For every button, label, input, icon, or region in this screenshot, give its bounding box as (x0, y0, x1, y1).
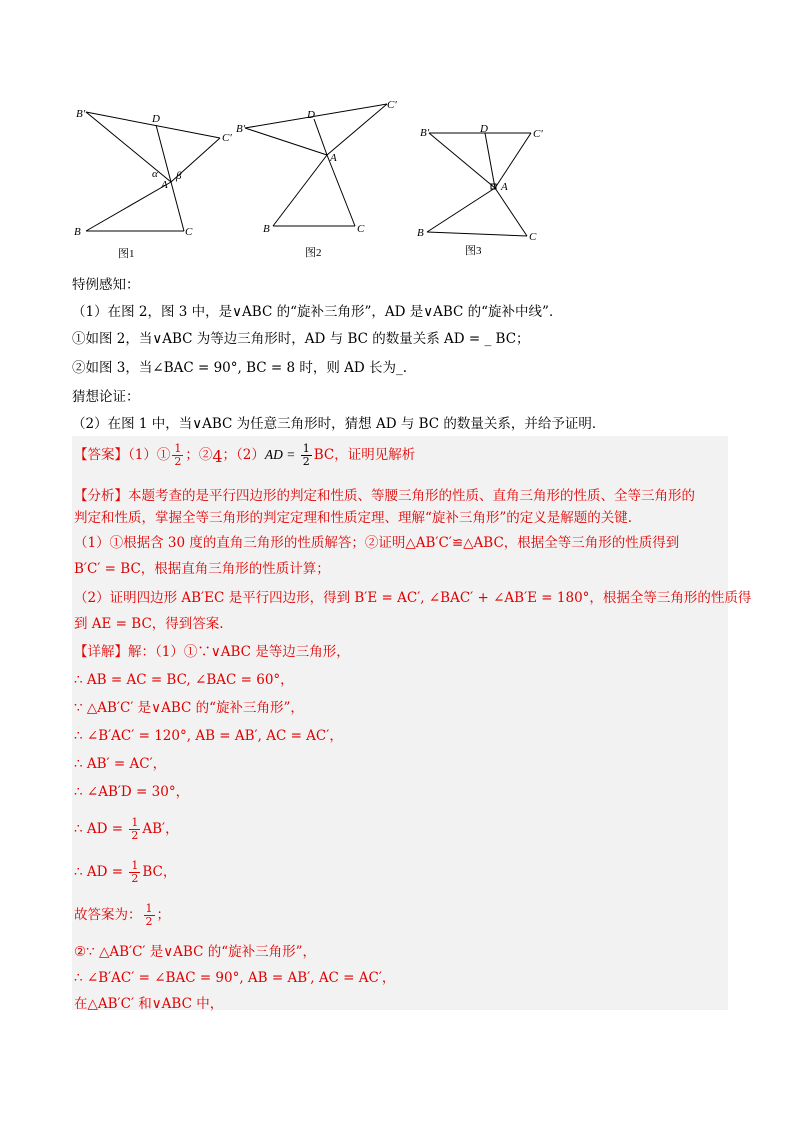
svg-text:C: C (185, 226, 193, 238)
fraction-numerator: 1 (131, 859, 139, 872)
svg-text:A: A (501, 181, 508, 193)
answer-fraction-2 (301, 443, 312, 468)
answer-line (74, 443, 415, 468)
detail-line-8 (74, 860, 176, 885)
fraction-numerator: 1 (131, 816, 139, 829)
svg-text:C′: C′ (533, 128, 543, 140)
detail-9-fraction (144, 903, 155, 928)
fraction-denominator: 2 (131, 872, 139, 885)
answer-part2: ；② (185, 447, 213, 463)
svg-text:C′: C′ (387, 99, 397, 111)
svg-text:C: C (357, 223, 365, 235)
detail-line-11: ∴ ∠B′AC′ = ∠BAC = 90°, AB = AB′, AC = AC′， (74, 970, 396, 986)
guess-heading: 猜想论证： (72, 389, 140, 405)
intro-heading: 特例感知： (72, 277, 140, 293)
svg-text:B: B (74, 226, 81, 238)
svg-text:B: B (263, 223, 270, 235)
svg-text:B: B (417, 227, 424, 239)
analysis-line-4a: （2）证明四边形 AB′EC 是平行四边形，得到 B′E = AC′, ∠BAC′ + ∠AB′E = 180°，根据全等三角形的性质得 (74, 590, 752, 606)
fraction-denominator: 2 (302, 455, 310, 468)
detail-line-2: ∴ AB = AC = BC, ∠BAC = 60°， (74, 672, 294, 688)
fraction-numerator: 1 (174, 442, 182, 455)
svg-text:B′: B′ (236, 123, 246, 135)
question-1a: ①如图 2，当∨ABC 为等边三角形时，AD 与 BC 的数量关系 AD = _ BC； (72, 331, 530, 347)
detail-line-12: 在△AB′C′ 和∨ABC 中， (74, 996, 224, 1012)
svg-text:C: C (529, 231, 537, 243)
svg-text:B′: B′ (76, 108, 86, 120)
fraction-denominator: 2 (131, 829, 139, 842)
svg-text:B′: B′ (420, 127, 430, 139)
detail-8-fraction (129, 860, 140, 885)
figure-1-diagram (72, 95, 242, 245)
detail-7-prefix: ∴ AD = (74, 821, 128, 837)
detail-line-3: ∵ △AB′C′ 是∨ABC 的“旋补三角形”， (74, 700, 304, 716)
analysis-line-4b: 到 AE = BC，得到答案. (74, 616, 224, 632)
detail-8-prefix: ∴ AD = (74, 864, 128, 880)
question-1b: ②如图 3，当∠BAC = 90°, BC = 8 时，则 AD 长为_. (72, 360, 408, 376)
detail-7-fraction (129, 817, 140, 842)
detail-line-6: ∴ ∠AB′D = 30°， (74, 784, 190, 800)
detail-line-10: ②∵ △AB′C′ 是∨ABC 的“旋补三角形”， (74, 944, 317, 960)
svg-text:β: β (176, 170, 182, 182)
figure-2-diagram (235, 98, 405, 238)
figure-1 (72, 95, 242, 260)
figure-3 (415, 118, 555, 257)
answer-fraction (172, 443, 183, 468)
detail-8-suffix: BC， (142, 864, 177, 880)
detail-text-1: 解：（1）①∵∨ABC 是等边三角形， (128, 644, 350, 660)
answer-tag: 【答案】 (74, 447, 128, 463)
svg-text:α: α (152, 168, 158, 180)
answer-part4: AD = (264, 447, 299, 462)
svg-text:D: D (152, 113, 160, 125)
answer-four: 4 (212, 447, 223, 466)
answer-part3: ；（2） (222, 447, 265, 463)
detail-line-5: ∴ AB′ = AC′， (74, 756, 167, 772)
fraction-numerator: 1 (302, 442, 310, 455)
detail-line-7 (74, 817, 179, 842)
answer-part1: （1）① (128, 447, 171, 463)
svg-text:A: A (330, 152, 337, 164)
figure-1-caption: 图1 (118, 248, 135, 260)
detail-line-1 (74, 640, 350, 660)
detail-9-prefix: 故答案为： (74, 907, 142, 923)
answer-part5: BC，证明见解析 (313, 447, 416, 463)
svg-text:D: D (307, 109, 315, 121)
figure-2-caption: 图2 (305, 247, 322, 259)
svg-text:C′: C′ (222, 132, 232, 144)
analysis-line-2: 判定和性质，掌握全等三角形的判定定理和性质定理、理解“旋补三角形”的定义是解题的关键. (74, 510, 633, 526)
detail-line-4: ∴ ∠B′AC′ = 120°, AB = AB′, AC = AC′， (74, 728, 343, 744)
question-2: （2）在图 1 中，当∨ABC 为任意三角形时，猜想 AD 与 BC 的数量关系，并给予证明． (72, 416, 606, 432)
analysis-text-1: 本题考查的是平行四边形的判定和性质、等腰三角形的性质、直角三角形的性质、全等三角形的 (128, 488, 695, 504)
analysis-tag: 【分析】 (74, 488, 128, 504)
analysis-line-1 (74, 484, 695, 504)
figure-2 (235, 98, 405, 259)
detail-line-9 (74, 903, 170, 928)
svg-text:D: D (480, 123, 488, 135)
fraction-denominator: 2 (145, 915, 153, 928)
figure-3-diagram (415, 118, 555, 248)
fraction-numerator: 1 (145, 902, 153, 915)
detail-tag: 【详解】 (74, 644, 128, 660)
question-1: （1）在图 2，图 3 中，是∨ABC 的“旋补三角形”，AD 是∨ABC 的“旋补中线”． (72, 304, 563, 320)
fraction-denominator: 2 (174, 455, 182, 468)
analysis-line-3a: （1）①根据含 30 度的直角三角形的性质解答；②证明△AB′C′≌△ABC，根据全等三角形的性质得到 (74, 535, 680, 551)
svg-text:A: A (161, 179, 168, 191)
detail-7-suffix: AB′， (142, 821, 179, 837)
analysis-line-3b: B′C′ = BC，根据直角三角形的性质计算； (74, 561, 330, 577)
detail-9-suffix: ； (156, 907, 170, 923)
figure-3-caption: 图3 (465, 245, 482, 257)
